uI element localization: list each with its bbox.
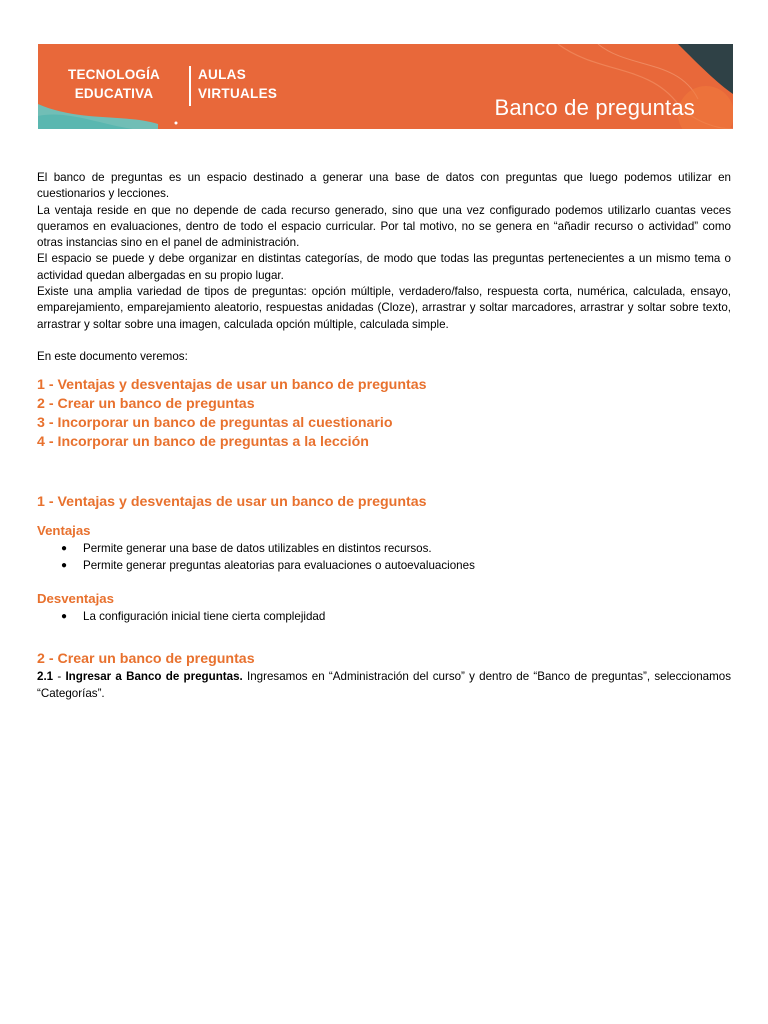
toc-item: 3 - Incorporar un banco de preguntas al cuestionario bbox=[37, 415, 393, 432]
desventajas-list bbox=[37, 608, 731, 625]
brand-line-1: TECNOLOGÍA bbox=[68, 67, 160, 82]
toc-item: 2 - Crear un banco de preguntas bbox=[37, 396, 255, 413]
brand-right-line-1: AULAS bbox=[198, 67, 246, 82]
ventajas-list bbox=[37, 540, 731, 574]
brand-divider bbox=[189, 66, 191, 106]
brand-tecnologia-educativa bbox=[58, 65, 170, 103]
toc-item: 4 - Incorporar un banco de preguntas a la lección bbox=[37, 434, 369, 451]
intro-paragraph-1: El banco de preguntas es un espacio destinado a generar una base de datos con preguntas que luego podemos utilizar en cuestionarios y lecciones. bbox=[37, 171, 731, 201]
section-1-title: 1 - Ventajas y desventajas de usar un banco de preguntas bbox=[37, 494, 427, 511]
bullet-icon: ● bbox=[61, 543, 68, 555]
list-item: ● Permite generar una base de datos utilizables en distintos recursos. bbox=[61, 542, 432, 556]
table-of-contents bbox=[37, 376, 731, 452]
bullet-icon: ● bbox=[61, 560, 68, 572]
section-2-title: 2 - Crear un banco de preguntas bbox=[37, 651, 255, 668]
desventajas-title: Desventajas bbox=[37, 591, 114, 607]
intro-paragraph-3: El espacio se puede y debe organizar en distintas categorías, de modo que todas las preguntas pertenecientes a un mismo tema o actividad quedan albergadas en su propio lugar. bbox=[37, 252, 731, 282]
ventajas-title: Ventajas bbox=[37, 523, 91, 539]
toc-item: 1 - Ventajas y desventajas de usar un banco de preguntas bbox=[37, 377, 427, 394]
bullet-icon: ● bbox=[61, 611, 68, 623]
brand-right-line-2: VIRTUALES bbox=[198, 86, 278, 101]
document-body bbox=[37, 170, 731, 702]
brand-aulas-virtuales bbox=[198, 65, 277, 103]
toc-intro: En este documento veremos: bbox=[37, 349, 188, 363]
header-banner bbox=[38, 44, 733, 129]
list-item: ● Permite generar preguntas aleatorias para evaluaciones o autoevaluaciones bbox=[61, 559, 475, 573]
banner-title: Banco de preguntas bbox=[494, 95, 695, 120]
step-2-1: 2.1 - Ingresar a Banco de preguntas. Ingresamos en “Administración del curso” y dentro de “Banco de preguntas”, seleccionamos “Categorías”. bbox=[37, 670, 732, 700]
list-item: ● La configuración inicial tiene cierta complejidad bbox=[61, 610, 326, 624]
intro-paragraph-2: La ventaja reside en que no depende de cada recurso generado, sino que una vez configurado podemos utilizarlo cuantas veces queramos en evaluaciones, dentro de todo el espacio curricular. Por tal motivo, no se genera en “añadir recurso o actividad” como otras instancias sino en el panel de administración. bbox=[37, 203, 731, 250]
brand-line-2: EDUCATIVA bbox=[74, 86, 154, 101]
intro-paragraph-4: Existe una amplia variedad de tipos de preguntas: opción múltiple, verdadero/falso, respuesta corta, numérica, calculada, ensayo, emparejamiento, emparejamiento aleatorio, respuestas anidadas (Cloze), arrastrar y soltar marcadores, arrastrar y soltar sobre texto, arrastrar y soltar sobre una imagen, calculada opción múltiple, calculada simple. bbox=[37, 285, 731, 331]
